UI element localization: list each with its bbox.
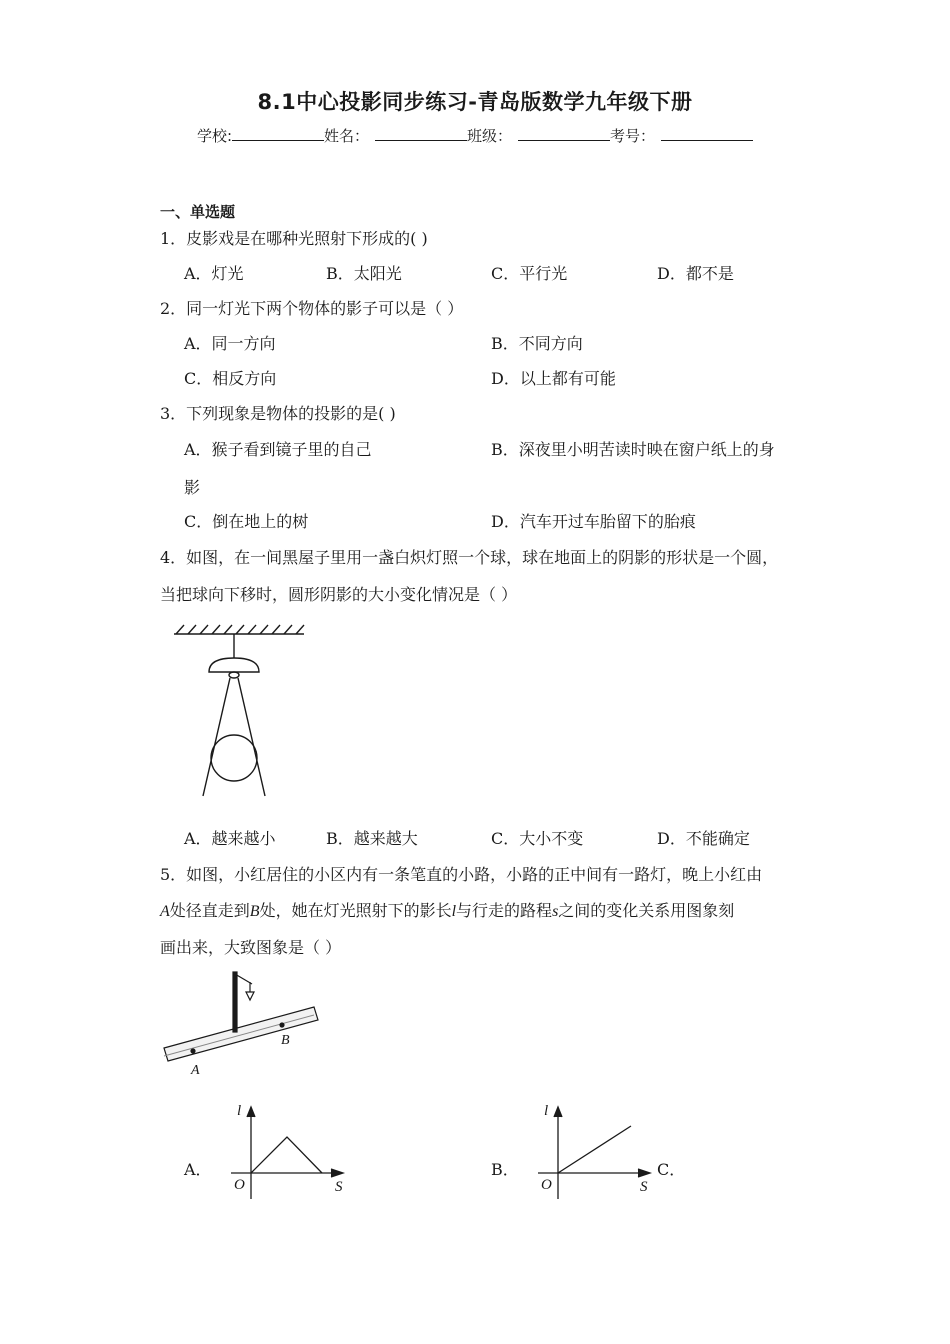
question-4-option-c: C．大小不变 <box>491 829 584 848</box>
question-2-option-a: A．同一方向 <box>184 334 276 353</box>
question-5-stem-line1: 5．如图，小红居住的小区内有一条笔直的小路，小路的正中间有一路灯，晚上小红由 <box>160 865 763 884</box>
name-label: 姓名： <box>324 127 370 145</box>
question-3-option-c: C．倒在地上的树 <box>184 512 309 531</box>
page-title: 8.1中心投影同步练习-青岛版数学九年级下册 <box>257 90 693 114</box>
stem-text: 之间的变化关系用图象刻 <box>558 901 735 920</box>
option-a-graph <box>225 1095 355 1205</box>
question-1-stem: 1．皮影戏是在哪种光照射下形成的( ) <box>160 229 428 248</box>
question-3-option-d: D．汽车开过车胎留下的胎痕 <box>491 512 696 531</box>
stem-text: 与行走的路程 <box>456 901 553 920</box>
question-2-option-b: B．不同方向 <box>491 334 583 353</box>
name-blank <box>375 126 467 141</box>
y-axis-arrow <box>247 1107 255 1117</box>
variable-s: s <box>552 903 559 920</box>
stem-text: 处，她在灯光照射下的影长 <box>259 901 452 920</box>
question-5-figure <box>160 962 330 1082</box>
stem-text: 处径直走到 <box>169 901 250 920</box>
question-2-option-d: D．以上都有可能 <box>491 369 616 388</box>
question-4-stem-line1: 4．如图，在一间黑屋子里用一盏白炽灯照一个球，球在地面上的阴影的形状是一个圆， <box>160 548 779 567</box>
question-5-stem-line3: 画出来，大致图象是（ ） <box>160 938 342 957</box>
school-blank <box>232 126 324 141</box>
question-4-option-a: A．越来越小 <box>184 829 276 848</box>
school-label: 学校: <box>196 127 232 145</box>
class-label: 班级： <box>467 127 513 145</box>
question-1-option-b: B．太阳光 <box>326 264 402 283</box>
y-axis-arrow <box>554 1107 562 1117</box>
lamp-shade <box>209 658 259 672</box>
variable-b: B <box>249 903 260 920</box>
section-heading: 一、单选题 <box>160 203 236 221</box>
question-2-option-c: C．相反方向 <box>184 369 277 388</box>
variable-a: A <box>160 903 170 920</box>
question-5-option-c: C． <box>657 1160 686 1179</box>
y-axis-label: l <box>237 1103 242 1119</box>
question-1-option-a: A．灯光 <box>184 264 244 283</box>
ceiling-hatch <box>176 625 304 634</box>
road <box>164 1007 318 1061</box>
class-blank <box>518 126 610 141</box>
question-3-stem: 3．下列现象是物体的投影的是( ) <box>160 404 396 423</box>
y-axis-label: l <box>544 1103 549 1119</box>
x-axis-label: S <box>335 1179 343 1195</box>
student-info-line <box>0 125 950 146</box>
point-b-label: B <box>281 1033 290 1048</box>
option-b-graph <box>532 1095 662 1205</box>
point-a-dot <box>191 1049 195 1053</box>
lamp-head <box>246 992 254 1000</box>
question-1-option-c: C．平行光 <box>491 264 568 283</box>
question-3-option-b: B．深夜里小明苦读时映在窗户纸上的身 <box>491 440 775 459</box>
question-4-figure <box>170 622 310 802</box>
exam-no-blank <box>661 126 753 141</box>
origin-label: O <box>541 1177 552 1193</box>
question-4-option-d: D．不能确定 <box>657 829 750 848</box>
exam-no-label: 考号： <box>610 127 656 145</box>
question-3-option-a: A．猴子看到镜子里的自己 <box>184 440 372 459</box>
variable-l: l <box>451 903 457 920</box>
question-5-option-b: B． <box>491 1160 519 1179</box>
question-4-stem-line2: 当把球向下移时，圆形阴影的大小变化情况是（ ） <box>160 585 518 604</box>
question-2-stem: 2．同一灯光下两个物体的影子可以是（ ） <box>160 299 464 318</box>
ball <box>211 735 257 781</box>
question-1-option-d: D．都不是 <box>657 264 734 283</box>
bulb <box>229 672 239 678</box>
question-4-option-b: B．越来越大 <box>326 829 418 848</box>
x-axis-arrow <box>638 1169 650 1177</box>
x-axis-arrow <box>331 1169 343 1177</box>
point-a-label: A <box>191 1063 200 1078</box>
question-5-option-a: A． <box>184 1160 212 1179</box>
question-3-option-b-wrap: 影 <box>184 478 201 497</box>
road-inner-edge <box>164 1015 314 1056</box>
question-5-stem-line2 <box>160 898 734 921</box>
graph-curve <box>251 1137 322 1173</box>
x-axis-label: S <box>640 1179 648 1195</box>
lamp-pole <box>233 972 237 1032</box>
origin-label: O <box>234 1177 245 1193</box>
point-b-dot <box>280 1023 284 1027</box>
graph-curve <box>558 1126 631 1173</box>
